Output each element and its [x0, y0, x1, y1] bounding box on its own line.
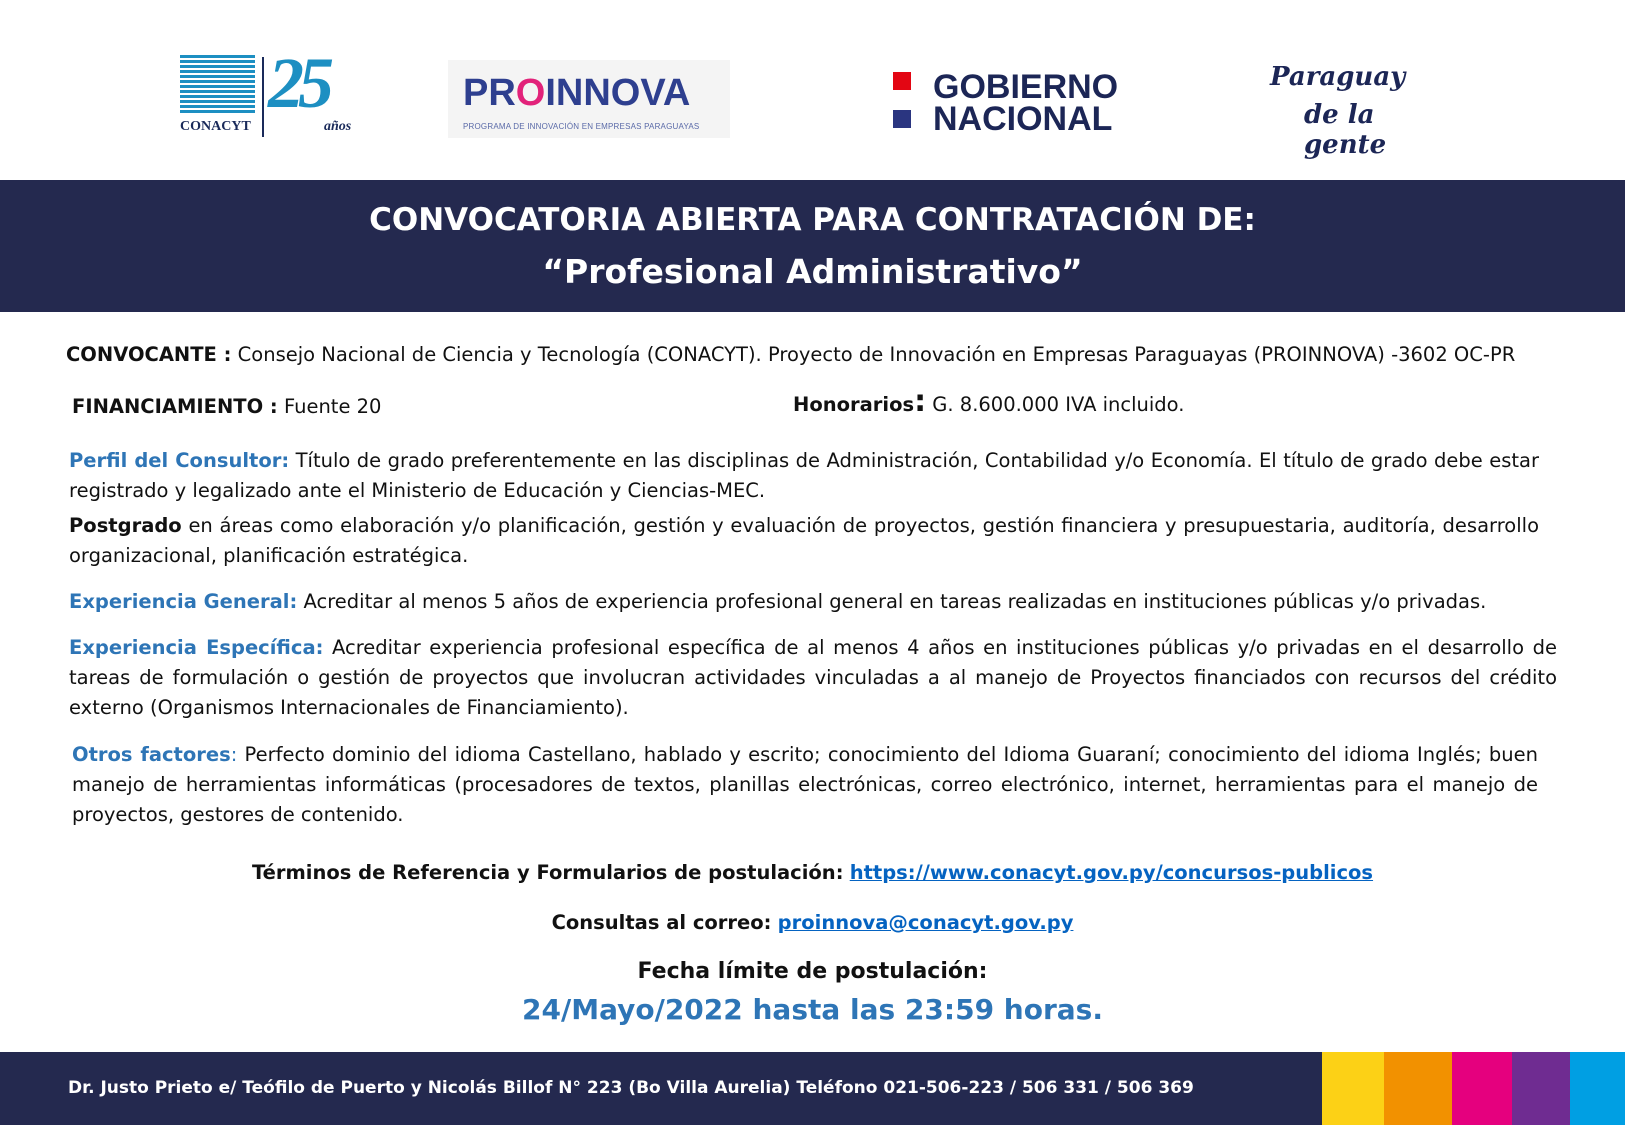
experiencia-general-paragraph	[69, 587, 1559, 617]
convocante-value: Consejo Nacional de Ciencia y Tecnología (CONACYT). Proyecto de Innovación en Empresas Paraguayas (PROINNOVA) -3602 OC-PR	[237, 343, 1516, 366]
proinnova-subtitle: PROGRAMA DE INNOVACIÓN EN EMPRESAS PARAGUAYAS	[463, 122, 700, 131]
experiencia-general-value: Acreditar al menos 5 años de experiencia profesional general en tareas realizadas en instituciones públicas y/o privadas.	[303, 590, 1487, 613]
perfil-paragraph	[69, 446, 1539, 506]
gobierno-line1: GOBIERNO	[933, 68, 1119, 106]
conacyt-years-suffix: años	[324, 119, 352, 134]
otros-factores-label: Otros factores	[72, 743, 231, 766]
postgrado-paragraph	[69, 511, 1539, 571]
experiencia-especifica-label: Experiencia Específica:	[69, 636, 324, 659]
financiamiento-label: FINANCIAMIENTO :	[72, 395, 278, 418]
color-stripe-2	[1384, 1052, 1452, 1125]
honorarios-label: Honorarios	[793, 393, 915, 416]
color-stripe-1	[1322, 1052, 1384, 1125]
footer	[0, 1052, 1625, 1125]
financiamiento-value: Fuente 20	[283, 395, 382, 418]
consultas-email-link[interactable]: proinnova@conacyt.gov.py	[777, 911, 1074, 934]
title-banner	[0, 180, 1625, 312]
fecha-limite-value: 24/Mayo/2022 hasta las 23:59 horas.	[522, 993, 1103, 1026]
position-title: “Profesional Administrativo”	[542, 252, 1083, 291]
honorarios-value: G. 8.600.000 IVA incluido.	[932, 393, 1185, 416]
consultas-label: Consultas al correo:	[551, 911, 772, 934]
conacyt-stripes-icon	[180, 55, 255, 117]
postgrado-value: en áreas como elaboración y/o planificación, gestión y evaluación de proyectos, gestión financiera y presupuestaria, auditoría, desarrollo organizacional, planificación estratégica.	[69, 514, 1539, 567]
color-stripe-5	[1570, 1052, 1625, 1125]
gobierno-nacional-logo	[893, 68, 1143, 138]
proinnova-o-icon: O	[515, 72, 546, 114]
convocante-row	[66, 340, 1566, 370]
experiencia-especifica-paragraph	[69, 633, 1557, 723]
honorarios-row	[793, 384, 1185, 420]
page-title: CONVOCATORIA ABIERTA PARA CONTRATACIÓN DE:	[369, 202, 1256, 238]
footer-address: Dr. Justo Prieto e/ Teófilo de Puerto y Nicolás Billof N° 223 (Bo Villa Aurelia) Teléfono 021-506-223 / 506 331 / 506 369	[68, 1078, 1194, 1098]
honorarios-colon: :	[914, 384, 927, 419]
conacyt-logo	[180, 43, 365, 140]
otros-factores-colon: :	[230, 743, 238, 766]
conacyt-wordmark: CONACYT	[180, 119, 251, 134]
postgrado-label: Postgrado	[69, 514, 182, 537]
financiamiento-row	[72, 392, 381, 422]
proinnova-wordmark	[463, 72, 690, 115]
red-square-icon	[893, 72, 911, 90]
fecha-limite-label: Fecha límite de postulación:	[637, 959, 988, 984]
proinnova-suffix: INNOVA	[545, 72, 691, 114]
conacyt-divider	[262, 57, 264, 137]
blue-square-icon	[893, 110, 911, 128]
conacyt-25-years: 25	[268, 43, 328, 123]
convocante-label: CONVOCANTE :	[66, 343, 232, 366]
terminos-link[interactable]: https://www.conacyt.gov.py/concursos-publicos	[849, 861, 1374, 884]
perfil-value: Título de grado preferentemente en las disciplinas de Administración, Contabilidad y/o Economía. El título de grado debe estar registrado y legalizado ante el Ministerio de Educación y Ciencias-MEC.	[69, 449, 1540, 502]
perfil-label: Perfil del Consultor:	[69, 449, 290, 472]
proinnova-logo	[448, 60, 730, 138]
otros-factores-value: Perfecto dominio del idioma Castellano, hablado y escrito; conocimiento del Idioma Guaraní; conocimiento del idioma Inglés; buen manejo de herramientas informáticas (procesadores de textos, planillas electrónicas, correo electrónico, internet, herramientas para el manejo de proyectos, gestores de contenido.	[72, 743, 1538, 826]
otros-factores-paragraph	[72, 740, 1538, 830]
color-stripe-4	[1512, 1052, 1570, 1125]
experiencia-general-label: Experiencia General:	[69, 590, 298, 613]
terminos-label: Términos de Referencia y Formularios de postulación:	[251, 861, 844, 884]
experiencia-especifica-value: Acreditar experiencia profesional específica de al menos 4 años en instituciones públicas y/o privadas en el desarrollo de tareas de formulación o gestión de proyectos que involucran actividades vinculadas a al manejo de Proyectos financiados con recursos del crédito externo (Organismos Internacionales de Financiamiento).	[69, 636, 1557, 719]
color-stripe-3	[1452, 1052, 1512, 1125]
terminos-row	[0, 858, 1625, 888]
gobierno-line2: NACIONAL	[933, 100, 1113, 138]
paraguay-line2: de la gente	[1304, 100, 1387, 160]
proinnova-prefix: PR	[463, 72, 516, 114]
paraguay-de-la-gente-logo	[1270, 62, 1450, 160]
paraguay-line1: Paraguay	[1270, 62, 1406, 92]
consultas-row	[0, 908, 1625, 938]
